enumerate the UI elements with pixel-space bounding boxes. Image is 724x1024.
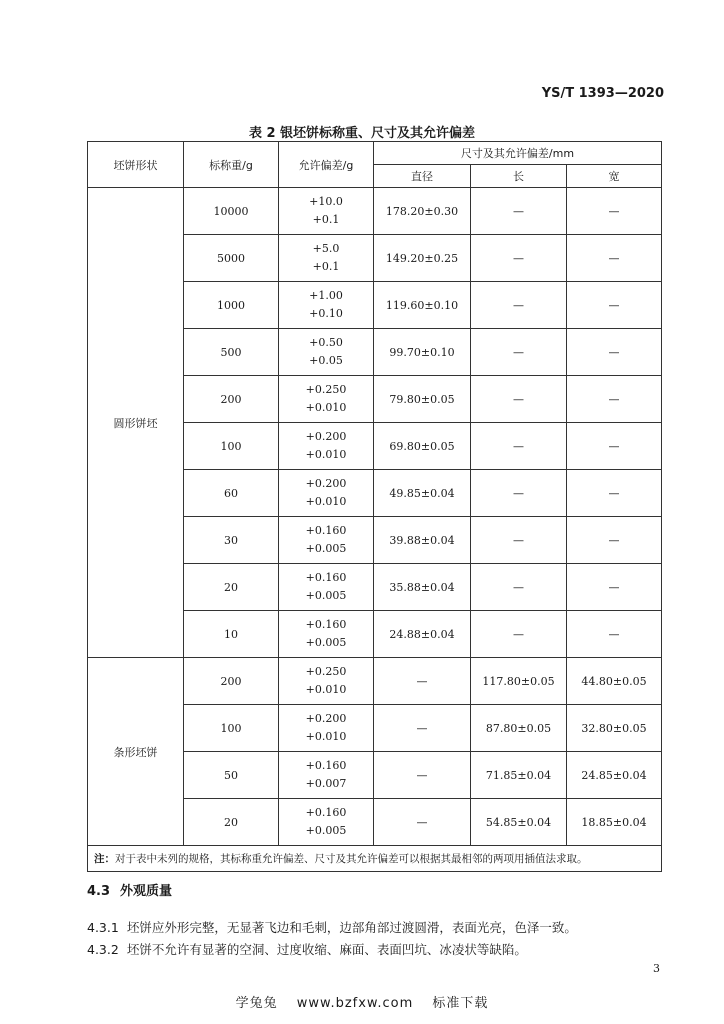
width-cell: — bbox=[567, 423, 662, 470]
diameter-cell: 69.80±0.05 bbox=[374, 423, 471, 470]
length-cell: — bbox=[471, 329, 567, 376]
width-cell: — bbox=[567, 282, 662, 329]
spec-table bbox=[87, 141, 662, 872]
tolerance-cell: +0.200 +0.010 bbox=[279, 423, 374, 470]
table-title: 表 2 银坯饼标称重、尺寸及其允许偏差 bbox=[248, 126, 476, 141]
header-weight-tolerance: 允许偏差/g bbox=[279, 142, 374, 188]
tolerance-cell: +10.0 +0.1 bbox=[279, 188, 374, 235]
width-cell: — bbox=[567, 564, 662, 611]
length-cell: — bbox=[471, 517, 567, 564]
length-cell: — bbox=[471, 376, 567, 423]
tolerance-cell: +1.00 +0.10 bbox=[279, 282, 374, 329]
note-label: 注： bbox=[94, 853, 115, 865]
width-cell: 24.85±0.04 bbox=[567, 752, 662, 799]
tolerance-cell: +5.0 +0.1 bbox=[279, 235, 374, 282]
table-row bbox=[88, 188, 662, 235]
length-cell: — bbox=[471, 564, 567, 611]
length-cell: — bbox=[471, 423, 567, 470]
weight-cell: 100 bbox=[184, 705, 279, 752]
width-cell: — bbox=[567, 235, 662, 282]
weight-cell: 200 bbox=[184, 376, 279, 423]
header-nominal-weight: 标称重/g bbox=[184, 142, 279, 188]
weight-cell: 20 bbox=[184, 799, 279, 846]
tolerance-cell: +0.160 +0.005 bbox=[279, 799, 374, 846]
page-number: 3 bbox=[653, 962, 660, 975]
diameter-cell: — bbox=[374, 705, 471, 752]
header-dimension-group: 尺寸及其允许偏差/mm bbox=[374, 142, 662, 165]
diameter-cell: 119.60±0.10 bbox=[374, 282, 471, 329]
header-length: 长 bbox=[471, 165, 567, 188]
clause-text: 坯饼应外形完整，无显著飞边和毛刺，边部角部过渡圆滑，表面光亮，色泽一致。 bbox=[126, 920, 577, 935]
header-diameter: 直径 bbox=[374, 165, 471, 188]
width-cell: — bbox=[567, 376, 662, 423]
diameter-cell: 35.88±0.04 bbox=[374, 564, 471, 611]
weight-cell: 30 bbox=[184, 517, 279, 564]
weight-cell: 5000 bbox=[184, 235, 279, 282]
clause-number: 4.3.2 bbox=[87, 942, 119, 957]
length-cell: 117.80±0.05 bbox=[471, 658, 567, 705]
width-cell: — bbox=[567, 329, 662, 376]
weight-cell: 60 bbox=[184, 470, 279, 517]
diameter-cell: 49.85±0.04 bbox=[374, 470, 471, 517]
length-cell: 54.85±0.04 bbox=[471, 799, 567, 846]
tolerance-cell: +0.250 +0.010 bbox=[279, 658, 374, 705]
width-cell: 18.85±0.04 bbox=[567, 799, 662, 846]
length-cell: 87.80±0.05 bbox=[471, 705, 567, 752]
diameter-cell: 178.20±0.30 bbox=[374, 188, 471, 235]
tolerance-cell: +0.160 +0.007 bbox=[279, 752, 374, 799]
width-cell: — bbox=[567, 470, 662, 517]
clause-text: 坯饼不允许有显著的空洞、过度收缩、麻面、表面凹坑、冰凌状等缺陷。 bbox=[126, 942, 527, 957]
header-shape: 坯饼形状 bbox=[88, 142, 184, 188]
width-cell: 44.80±0.05 bbox=[567, 658, 662, 705]
shape-cell: 条形坯饼 bbox=[88, 658, 184, 846]
clause bbox=[87, 940, 527, 958]
section-title: 外观质量 bbox=[120, 884, 173, 899]
footer-watermark bbox=[0, 992, 724, 1011]
weight-cell: 10000 bbox=[184, 188, 279, 235]
diameter-cell: 79.80±0.05 bbox=[374, 376, 471, 423]
diameter-cell: 24.88±0.04 bbox=[374, 611, 471, 658]
clause bbox=[87, 918, 577, 936]
note-text: 对于表中未列的规格，其标称重允许偏差、尺寸及其允许偏差可以根据其最相邻的两项用插值法求取。 bbox=[115, 853, 588, 865]
diameter-cell: — bbox=[374, 752, 471, 799]
width-cell: — bbox=[567, 517, 662, 564]
shape-cell: 圆形饼坯 bbox=[88, 188, 184, 658]
length-cell: — bbox=[471, 235, 567, 282]
clause-number: 4.3.1 bbox=[87, 920, 119, 935]
length-cell: 71.85±0.04 bbox=[471, 752, 567, 799]
tolerance-cell: +0.200 +0.010 bbox=[279, 705, 374, 752]
weight-cell: 100 bbox=[184, 423, 279, 470]
standard-number: YS/T 1393—2020 bbox=[541, 86, 664, 101]
weight-cell: 200 bbox=[184, 658, 279, 705]
length-cell: — bbox=[471, 470, 567, 517]
header-width: 宽 bbox=[567, 165, 662, 188]
width-cell: — bbox=[567, 611, 662, 658]
section-heading bbox=[87, 880, 172, 899]
weight-cell: 500 bbox=[184, 329, 279, 376]
weight-cell: 20 bbox=[184, 564, 279, 611]
footer-url[interactable]: www.bzfxw.com bbox=[296, 996, 414, 1011]
tolerance-cell: +0.160 +0.005 bbox=[279, 517, 374, 564]
footer-site-name: 学兔兔 bbox=[235, 996, 278, 1011]
table-note bbox=[88, 846, 662, 872]
table-row bbox=[88, 658, 662, 705]
tolerance-cell: +0.160 +0.005 bbox=[279, 611, 374, 658]
section-number: 4.3 bbox=[87, 884, 111, 899]
tolerance-cell: +0.160 +0.005 bbox=[279, 564, 374, 611]
length-cell: — bbox=[471, 611, 567, 658]
diameter-cell: 39.88±0.04 bbox=[374, 517, 471, 564]
weight-cell: 50 bbox=[184, 752, 279, 799]
tolerance-cell: +0.200 +0.010 bbox=[279, 470, 374, 517]
diameter-cell: — bbox=[374, 658, 471, 705]
footer-tagline: 标准下载 bbox=[432, 996, 489, 1011]
diameter-cell: — bbox=[374, 799, 471, 846]
width-cell: — bbox=[567, 188, 662, 235]
tolerance-cell: +0.50 +0.05 bbox=[279, 329, 374, 376]
tolerance-cell: +0.250 +0.010 bbox=[279, 376, 374, 423]
diameter-cell: 99.70±0.10 bbox=[374, 329, 471, 376]
weight-cell: 10 bbox=[184, 611, 279, 658]
length-cell: — bbox=[471, 282, 567, 329]
width-cell: 32.80±0.05 bbox=[567, 705, 662, 752]
diameter-cell: 149.20±0.25 bbox=[374, 235, 471, 282]
weight-cell: 1000 bbox=[184, 282, 279, 329]
length-cell: — bbox=[471, 188, 567, 235]
